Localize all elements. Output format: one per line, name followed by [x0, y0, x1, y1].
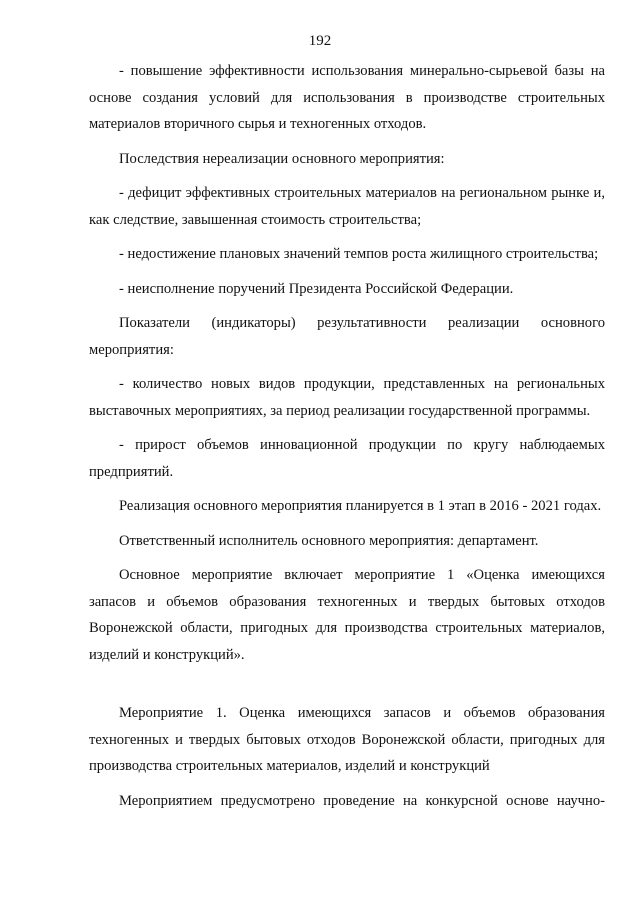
paragraph-consequences-heading: Последствия нереализации основного мероприятия: — [119, 150, 445, 167]
paragraph-deficit: - дефицит эффективных строительных материалов на региональном рынке и, как следствие, завышенная стоимость строительства; — [89, 185, 605, 228]
paragraph-responsible-executor: Ответственный исполнитель основного мероприятия: департамент. — [119, 532, 539, 549]
paragraph-activity-1-title: Мероприятие 1. Оценка имеющихся запасов и объемов образования техногенных и твердых бытовых отходов Воронежской области, пригодных для производства строительных материалов, изделий и конструкций — [89, 705, 605, 774]
paragraph-mineral-base: - повышение эффективности использования минерально-сырьевой базы на основе создания условий для использования в производстве строительных материалов вторичного сырья и техногенных отходов. — [89, 63, 605, 132]
paragraph-president-orders: - неисполнение поручений Президента Российской Федерации. — [119, 280, 514, 297]
paragraph-innovation-growth: - прирост объемов инновационной продукции по кругу наблюдаемых предприятий. — [89, 437, 605, 480]
paragraph-new-products: - количество новых видов продукции, представленных на региональных выставочных мероприятиях, за период реализации государственной программы. — [89, 376, 605, 419]
paragraph-housing: - недостижение плановых значений темпов роста жилищного строительства; — [119, 246, 599, 262]
paragraph-indicators-heading: Показатели (индикаторы) результативности реализации основного мероприятия: — [89, 315, 605, 358]
paragraph-main-activity: Основное мероприятие включает мероприятие 1 «Оценка имеющихся запасов и объемов образования техногенных и твердых бытовых отходов Воронежской области, пригодных для производства строительных материалов, изделий и конструкций». — [89, 567, 605, 663]
paragraph-implementation-period: Реализация основного мероприятия планируется в 1 этап в 2016 - 2021 годах. — [119, 498, 602, 514]
paragraph-activity-1-description: Мероприятием предусмотрено проведение на конкурсной основе научно- — [119, 792, 605, 809]
body-text — [89, 58, 605, 814]
page-number: 192 — [308, 33, 332, 49]
